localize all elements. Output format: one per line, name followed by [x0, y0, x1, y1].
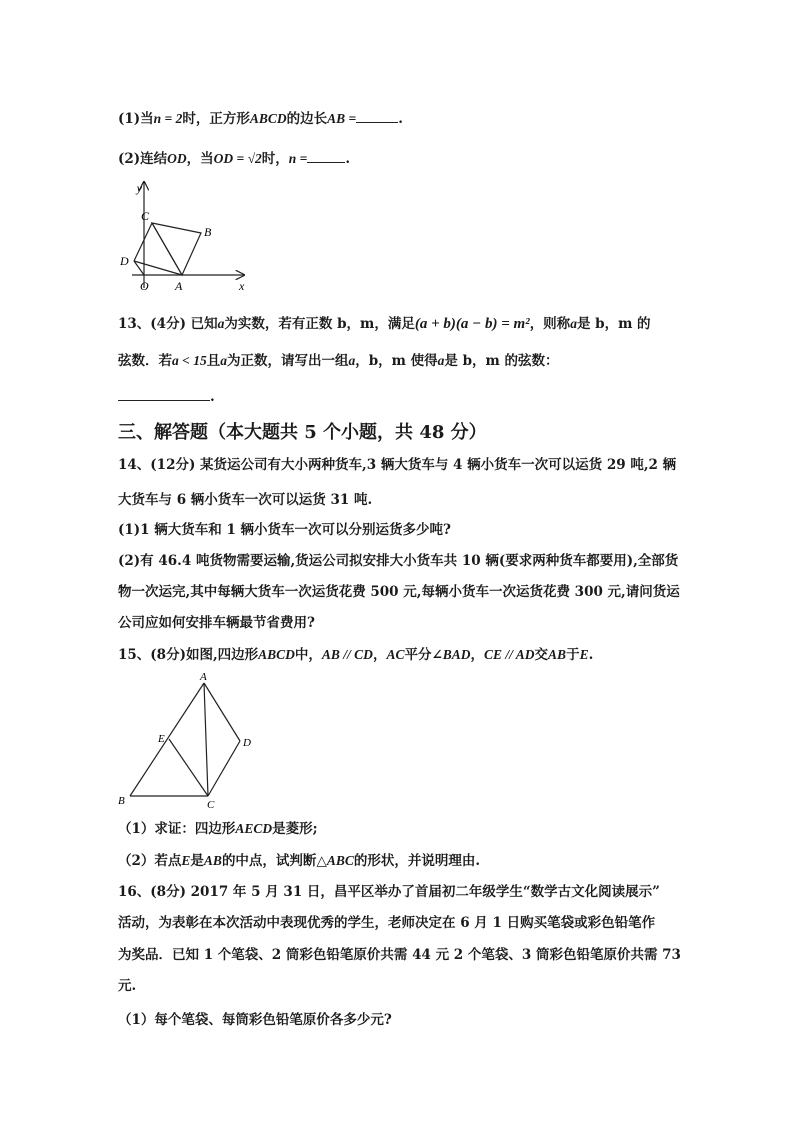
label-o: O: [140, 279, 149, 293]
q15-part1: （1）求证：四边形AECD是菱形;: [118, 821, 318, 837]
q16-line3: 为奖品．已知 1 个笔袋、2 筒彩色铅笔原价共需 44 元 2 个笔袋、3 筒彩色铅笔原价共需 73: [118, 947, 681, 963]
square-abcd: [152, 223, 201, 275]
q14-line3: (1)1 辆大货车和 1 辆小货车一次可以分别运货多少吨?: [118, 522, 451, 538]
q15-figure: [112, 670, 262, 812]
q13-line2: 弦数．若a < 15且a为正数，请写出一组a，b，m 使得a是 b，m 的弦数：: [118, 353, 559, 369]
label-y: y: [136, 181, 142, 195]
q12-figure: [112, 176, 252, 298]
label-a: A: [200, 671, 207, 683]
label-e: E: [158, 733, 165, 745]
q12-part2: (2)连结OD，当OD = √2时，n = .: [118, 148, 350, 169]
label-b: B: [118, 795, 125, 807]
q15-line1: 15、(8分)如图,四边形ABCD中，AB // CD，AC平分∠BAD，CE // AD交AB于E.: [118, 647, 594, 663]
label-c: C: [207, 799, 215, 811]
label-x: x: [239, 279, 245, 293]
segment-dc: [208, 741, 240, 796]
q14-line2: 大货车与 6 辆小货车一次可以运货 31 吨.: [118, 492, 373, 508]
segment-ad: [204, 683, 240, 741]
q16-line4: 元.: [118, 978, 137, 994]
label-b: B: [204, 225, 212, 239]
q12-part1: (1)当n = 2时，正方形ABCD的边长AB = .: [118, 108, 403, 129]
label-d: D: [120, 254, 129, 268]
segment-ab: [130, 683, 204, 796]
q14-line4: (2)有 46.4 吨货物需要运输,货运公司拟安排大小货车共 10 辆(要求两种货车都要用),全部货: [118, 553, 679, 569]
q16-line1: 16、(8分) 2017 年 5 月 31 日，昌平区举办了首届初二年级学生“数学古文化阅读展示”: [118, 884, 660, 900]
answer-blank[interactable]: [118, 386, 210, 401]
section-heading: 三、解答题（本大题共 5 个小题，共 48 分）: [118, 422, 487, 443]
q14-line5: 物一次运完,其中每辆大货车一次运货花费 500 元,每辆小货车一次运货花费 300 元,请问货运: [118, 584, 680, 600]
label-a: A: [175, 279, 183, 293]
answer-blank[interactable]: [307, 148, 345, 163]
q13-line1: 13、(4分) 已知a为实数，若有正数 b，m，满足(a + b)(a − b) = m²，则称a是 b，m 的: [118, 316, 651, 332]
segment-ec: [169, 739, 208, 796]
q15-part2: （2）若点E是AB的中点，试判断△ABC的形状，并说明理由.: [118, 853, 481, 869]
q14-line6: 公司应如何安排车辆最节省费用?: [118, 615, 315, 631]
q16-line5: （1）每个笔袋、每筒彩色铅笔原价各多少元?: [118, 1012, 392, 1028]
label-c: C: [141, 209, 150, 223]
q16-line2: 活动，为表彰在本次活动中表现优秀的学生，老师决定在 6 月 1 日购买笔袋或彩色铅笔作: [118, 915, 656, 931]
label-d: D: [243, 737, 251, 749]
segment-ac: [204, 683, 208, 796]
answer-blank[interactable]: [356, 108, 398, 123]
q13-line3: .: [118, 386, 215, 407]
q14-line1: 14、(12分) 某货运公司有大小两种货车,3 辆大货车与 4 辆小货车一次可以运货 29 吨,2 辆: [118, 457, 677, 473]
segment-cd: [134, 223, 152, 261]
